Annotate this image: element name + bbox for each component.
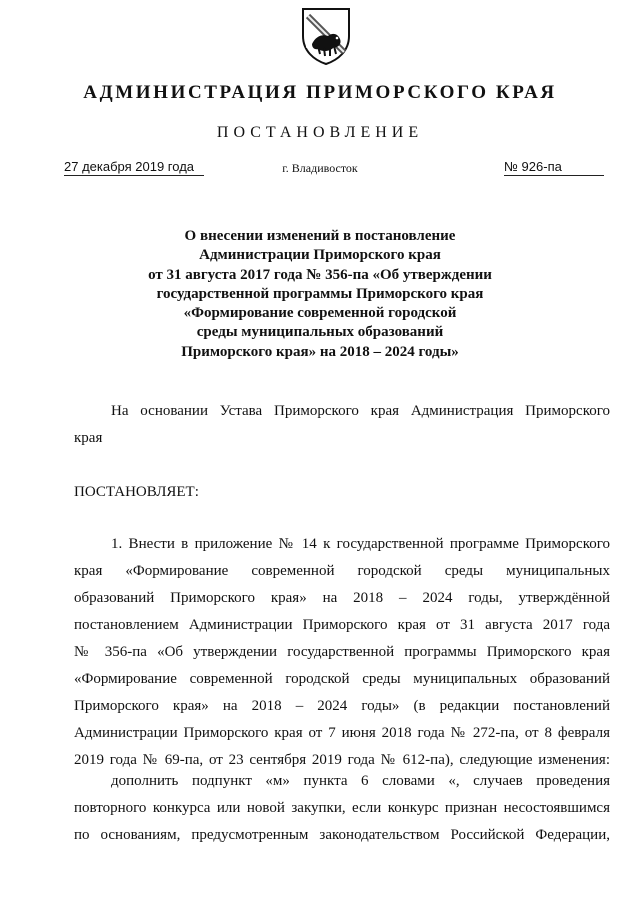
document-date: 27 декабря 2019 года (64, 159, 204, 176)
text-line: На основании Устава Приморского края Администрация Приморского (111, 403, 610, 419)
text-line: края (74, 430, 103, 446)
text-line: 2019 года № 69-па, от 23 сентября 2019 года № 612-па), следующие изменения: (74, 752, 610, 768)
heading-line: Администрации Приморского края (199, 247, 441, 264)
text-line: Администрации Приморского края от 7 июня 2018 года № 272-па, от 8 февраля (74, 725, 610, 741)
document-heading (130, 227, 510, 362)
heading-line: от 31 августа 2017 года № 356-па «Об утверждении (148, 266, 492, 283)
heading-line: О внесении изменений в постановление (184, 228, 456, 244)
text-line: повторного конкурса или новой закупки, если конкурс признан несостоявшимся (74, 800, 610, 816)
coat-of-arms-icon (300, 6, 352, 66)
item-1-paragraph (74, 531, 610, 774)
organization-title: АДМИНИСТРАЦИЯ ПРИМОРСКОГО КРАЯ (83, 82, 557, 103)
text-line: «Формирование современной городской среды муниципальных образований (74, 671, 610, 687)
text-line: № 356-па «Об утверждении государственной программы Приморского края (74, 644, 610, 660)
document-city: г. Владивосток (282, 161, 358, 175)
resolution-word: ПОСТАНОВЛЯЕТ: (74, 484, 199, 500)
heading-line: среды муниципальных образований (196, 324, 444, 341)
heading-line: государственной программы Приморского края (156, 285, 484, 302)
document-number: № 926-па (504, 159, 604, 176)
basis-paragraph (74, 398, 610, 452)
text-line: по основаниям, предусмотренным законодательством Российской Федерации, (74, 827, 610, 843)
text-line: постановлением Администрации Приморского края от 31 августа 2017 года (74, 617, 610, 633)
text-line: Приморского края» на 2018 – 2024 годы» (в редакции постановлений (74, 698, 610, 714)
document-type: ПОСТАНОВЛЕНИЕ (216, 124, 424, 141)
heading-line: «Формирование современной городской (183, 305, 457, 322)
heading-line: Приморского края» на 2018 – 2024 годы» (181, 343, 459, 360)
item-1-subparagraph (74, 768, 610, 849)
text-line: края «Формирование современной городской среды муниципальных (74, 563, 610, 579)
text-line: образований Приморского края» на 2018 – 2024 годы, утверждённой (74, 590, 610, 606)
text-line: дополнить подпункт «м» пункта 6 словами «, случаев проведения (111, 773, 610, 789)
text-line: 1. Внести в приложение № 14 к государственной программе Приморского (111, 536, 610, 552)
